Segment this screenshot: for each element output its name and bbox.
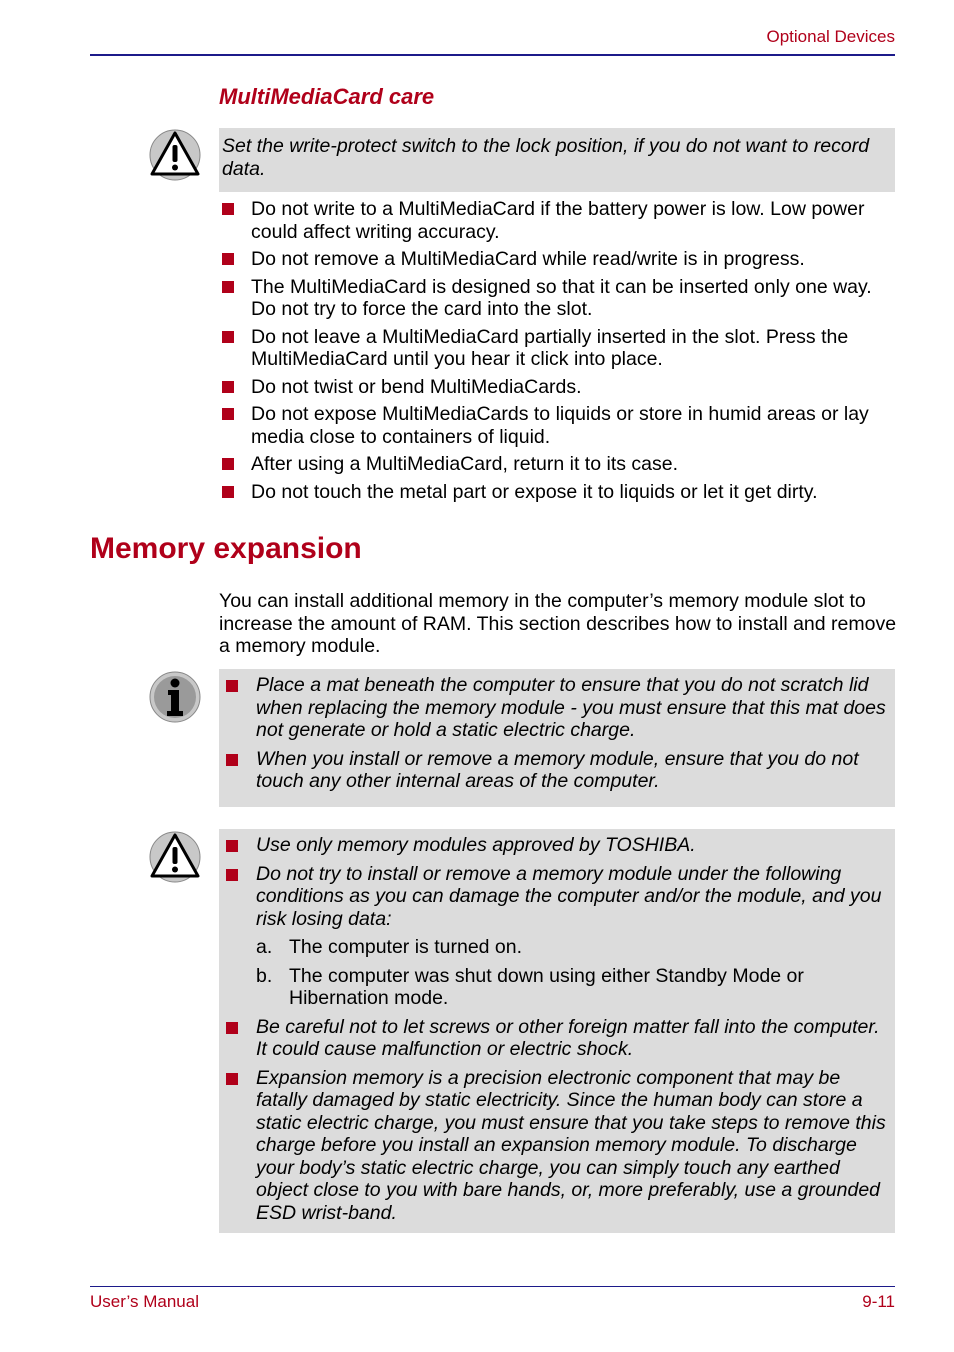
caution-note	[219, 128, 895, 192]
info-note	[219, 669, 895, 807]
section-heading: Memory expansion	[90, 532, 362, 565]
list-item: Do not try to install or remove a memory module under the following conditions as you can damage the computer and/or the module, and you risk losing data: a. The computer is turned on. b. The computer was shut down using either Standby Mode or Hibernation mode.	[222, 863, 889, 1010]
list-item: Place a mat beneath the computer to ensure that you do not scratch lid when replacing the memory module - you must ensure that this mat does not generate or hold a static electric charge.	[222, 674, 889, 742]
footer-manual-title: User’s Manual	[90, 1292, 199, 1311]
bullet-square-icon	[226, 840, 238, 852]
running-header: Optional Devices	[766, 27, 895, 46]
caution-note-list	[222, 834, 889, 1224]
bullet-square-icon	[222, 486, 234, 498]
bullet-square-icon	[226, 680, 238, 692]
caution-triangle-icon	[148, 128, 202, 182]
list-item: Do not touch the metal part or expose it to liquids or let it get dirty.	[219, 481, 895, 504]
subsection-heading: MultiMediaCard care	[219, 84, 435, 109]
list-item: Do not write to a MultiMediaCard if the battery power is low. Low power could affect writing accuracy.	[219, 198, 895, 243]
bullet-square-icon	[222, 381, 234, 393]
bullet-square-icon	[222, 203, 234, 215]
list-item: Use only memory modules approved by TOSHIBA.	[222, 834, 889, 857]
bullet-square-icon	[226, 869, 238, 881]
bullet-square-icon	[222, 408, 234, 420]
caution-note	[219, 829, 895, 1233]
list-item: Be careful not to let screws or other foreign matter fall into the computer. It could cause malfunction or electric shock.	[222, 1016, 889, 1061]
footer-divider	[90, 1286, 895, 1287]
bullet-square-icon	[222, 458, 234, 470]
list-item: The MultiMediaCard is designed so that it can be inserted only one way. Do not try to force the card into the slot.	[219, 276, 895, 321]
list-item: a. The computer is turned on.	[256, 936, 523, 958]
bullet-square-icon	[226, 754, 238, 766]
mmc-care-list	[219, 198, 895, 508]
info-note-list	[222, 674, 889, 793]
list-item: When you install or remove a memory module, ensure that you do not touch any other internal areas of the computer.	[222, 748, 889, 793]
list-item: After using a MultiMediaCard, return it to its case.	[219, 453, 895, 476]
list-item: Do not leave a MultiMediaCard partially inserted in the slot. Press the MultiMediaCard until you hear it click into place.	[219, 326, 895, 371]
page-number: 9-11	[862, 1292, 895, 1311]
bullet-square-icon	[222, 281, 234, 293]
caution-triangle-icon	[148, 830, 202, 884]
info-icon	[148, 670, 202, 724]
list-item: Do not expose MultiMediaCards to liquids or store in humid areas or lay media close to containers of liquid.	[219, 403, 895, 448]
condition-list	[256, 936, 889, 1010]
list-item: Expansion memory is a precision electronic component that may be fatally damaged by static electricity. Since the human body can store a static electric charge, you must ensure that you take steps to remove this charge before you install an expansion memory module. To discharge your body’s static electric charge, you can simply touch any earthed object close to you with bare hands, or, more preferably, use a grounded ESD wrist-band.	[222, 1067, 889, 1225]
list-item: Do not twist or bend MultiMediaCards.	[219, 376, 895, 399]
bullet-square-icon	[226, 1022, 238, 1034]
list-item: b. The computer was shut down using either Standby Mode or Hibernation mode.	[256, 964, 804, 1009]
bullet-square-icon	[222, 253, 234, 265]
list-item: Do not remove a MultiMediaCard while read/write is in progress.	[219, 248, 895, 271]
bullet-square-icon	[222, 331, 234, 343]
caution-text: Set the write-protect switch to the lock position, if you do not want to record data.	[222, 135, 870, 180]
intro-paragraph: You can install additional memory in the computer’s memory module slot to increase the amount of RAM. This section describes how to install and remove a memory module.	[219, 590, 897, 657]
bullet-square-icon	[226, 1073, 238, 1085]
header-divider	[90, 54, 895, 56]
